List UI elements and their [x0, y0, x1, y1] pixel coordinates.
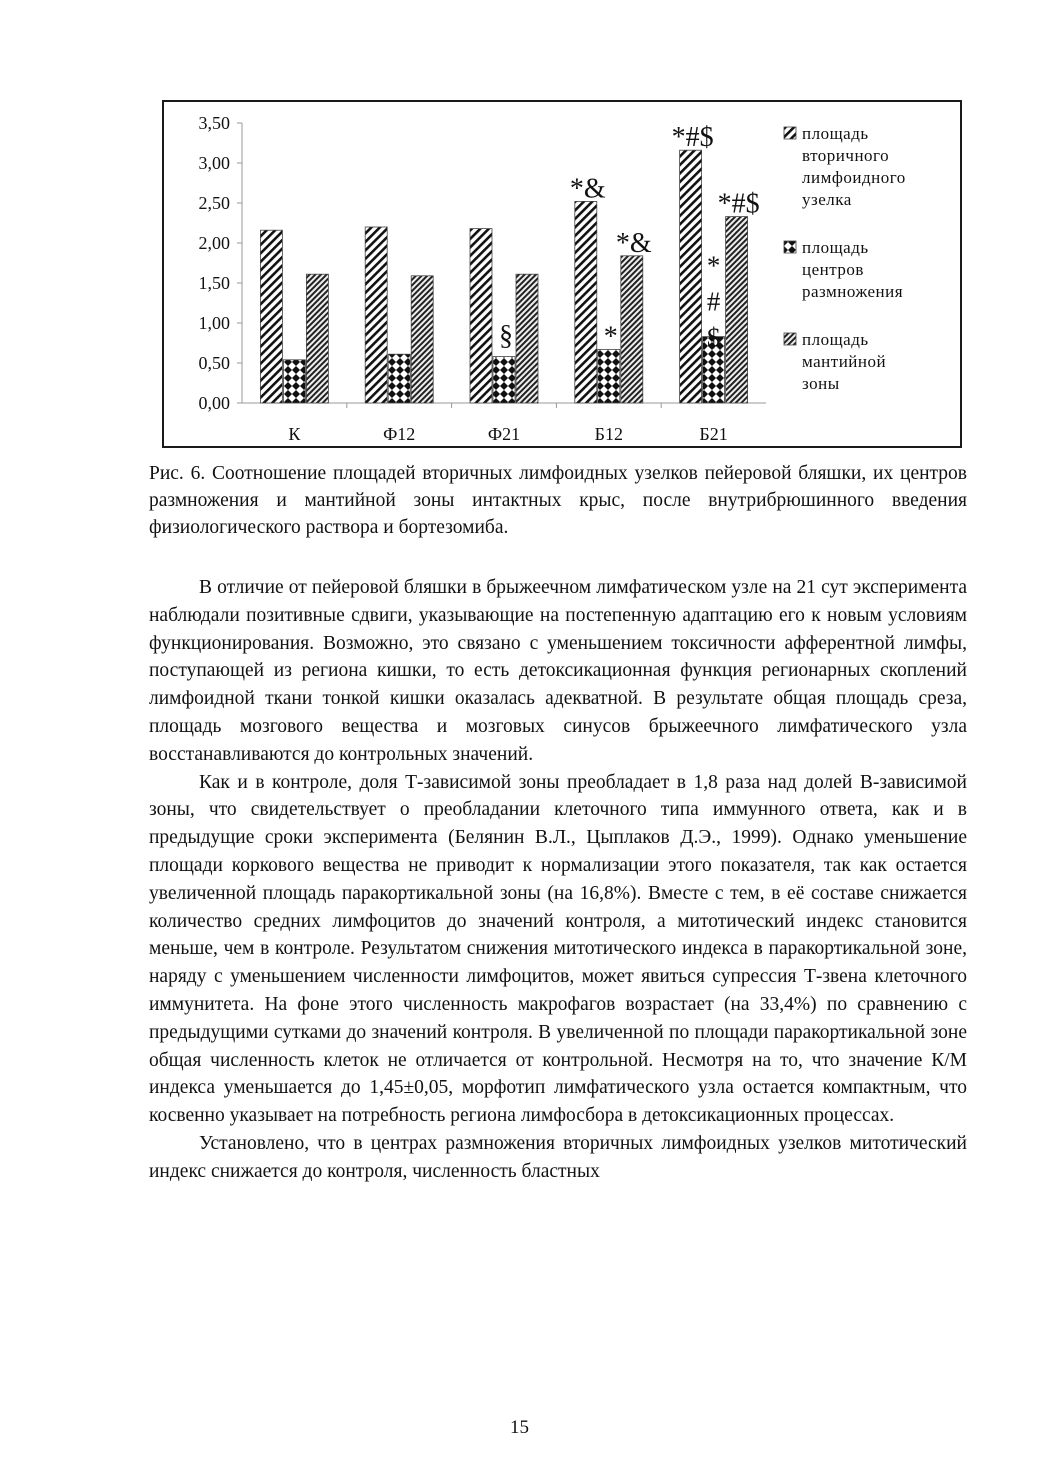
significance-mark: *& — [615, 227, 652, 259]
bar — [493, 357, 515, 403]
figure-caption: Рис. 6. Соотношение площадей вторичных лимфоидных узелков пейеровой бляшки, их центров размножения и мантийной зоны интактных крыс, после внутрибрюшинного введения физиологического раствора и бортезомиба. — [149, 463, 967, 538]
bar — [575, 201, 597, 403]
bar — [598, 349, 620, 403]
bar — [283, 360, 305, 403]
y-tick-label: 3,00 — [198, 153, 230, 173]
bar-chart — [164, 102, 960, 446]
bar — [365, 227, 387, 403]
legend-label: площадь вторичного лимфоидного узелка — [802, 124, 906, 209]
x-tick-label: Ф21 — [487, 424, 521, 444]
y-tick-label: 2,50 — [198, 193, 230, 213]
paragraph: Установлено, что в центрах размножения вторичных лимфоидных узелков митотический индекс снижается до контроля, численность бластных — [149, 1132, 967, 1182]
y-tick-label: 0,00 — [198, 393, 230, 413]
bar — [306, 274, 328, 403]
bar — [516, 274, 538, 403]
body-text — [149, 574, 967, 1186]
paragraph: В отличие от пейеровой бляшки в брыжеечном лимфатическом узле на 21 сут эксперимента наблюдали позитивные сдвиги, указывающие на постепенную адаптацию его к новым условиям функционирования. Возможно, это связано с уменьшением токсичности афферентной лимфы, поступающей из региона кишки, то есть детоксикационная функция регионарных скоплений лимфоидной ткани тонкой кишки оказалась адекватной. В результате общая площадь среза, площадь мозгового вещества и мозговых синусов брыжеечного лимфатического узла восстанавливаются до контрольных значений. — [149, 577, 967, 765]
legend-swatch — [784, 241, 796, 253]
bar — [388, 354, 410, 403]
legend-swatch — [784, 127, 796, 139]
significance-mark: *#$ — [717, 188, 760, 220]
figure-6-chart — [162, 100, 962, 448]
y-tick-label: 1,00 — [198, 313, 230, 333]
significance-mark: *#$ — [671, 122, 714, 154]
x-tick-label: Б12 — [594, 424, 623, 444]
significance-mark: * — [706, 250, 721, 281]
bar — [680, 150, 702, 403]
legend-label: площадь центров размножения — [802, 238, 904, 301]
y-tick-label: 0,50 — [198, 353, 230, 373]
y-tick-label: 3,50 — [198, 113, 230, 133]
bar — [470, 229, 492, 403]
y-tick-label: 1,50 — [198, 273, 230, 293]
x-tick-label: К — [288, 424, 301, 444]
page-number: 15 — [510, 1417, 529, 1438]
significance-mark: * — [603, 321, 618, 353]
bar — [411, 276, 433, 403]
significance-mark: § — [499, 320, 513, 352]
x-tick-label: Б21 — [699, 424, 728, 444]
bar — [260, 230, 282, 403]
significance-mark: $ — [706, 322, 721, 353]
significance-mark: # — [706, 286, 721, 317]
legend-swatch — [784, 333, 796, 345]
legend-label: площадь мантийной зоны — [802, 330, 887, 393]
paragraph: Как и в контроле, доля Т-зависимой зоны преобладает в 1,8 раза над долей В-зависимой зоны, что свидетельствует о преобладании клеточного типа иммунного ответа, как и в предыдущие сроки эксперимента (Белянин В.Л., Цыплаков Д.Э., 1999). Однако уменьшение площади коркового вещества не приводит к нормализации этого показателя, так как остается увеличенной площадь паракортикальной зоны (на 16,8%). Вместе с тем, в её составе снижается количество средних лимфоцитов до значений контроля, а митотический индекс становится меньше, чем в контроле. Результатом снижения митотического индекса в паракортикальной зоне, наряду с уменьшением численности лимфоцитов, может явиться супрессия Т-звена клеточного иммунитета. На фоне этого численность макрофагов возрастает (на 33,4%) по сравнению с предыдущими сутками до значений контроля. В увеличенной по площади паракортикальной зоне общая численность клеток не отличается от контрольной. Несмотря на то, что значение К/М индекса уменьшается до 1,45±0,05, морфотип лимфатического узла остается компактным, что косвенно указывает на потребность региона лимфосбора в детоксикационных процессах. — [149, 771, 967, 1127]
y-tick-label: 2,00 — [198, 233, 230, 253]
significance-mark: *& — [569, 173, 606, 205]
bar — [621, 256, 643, 403]
bar — [726, 217, 748, 403]
x-tick-label: Ф12 — [383, 424, 416, 444]
